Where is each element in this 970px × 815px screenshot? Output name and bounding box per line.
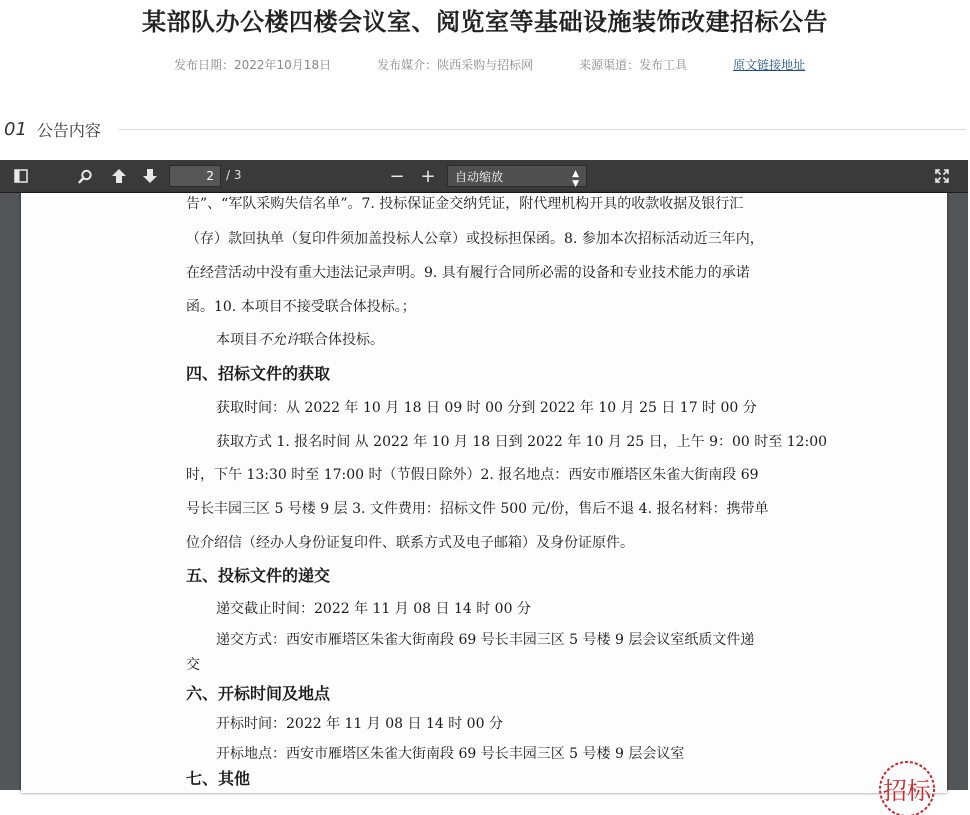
- doc-line: 时，下午 13:30 时至 17:00 时（节假日除外）2. 报名地点：西安市雁塔区朱雀大街南段 69: [186, 467, 759, 483]
- section-header: [4, 116, 966, 142]
- doc-line: 在经营活动中没有重大违法记录声明。9. 具有履行合同所必需的设备和专业技术能力的承诺: [186, 265, 750, 281]
- fullscreen-button[interactable]: [929, 160, 955, 192]
- doc-text: 本项目: [216, 332, 258, 348]
- doc-line: [216, 329, 384, 349]
- doc-line: 告”、“军队采购失信名单”。7. 投标保证金交纳凭证，附代理机构开具的收款收据及银行汇: [186, 196, 744, 212]
- zoom-out-button[interactable]: −: [389, 165, 405, 187]
- pdf-toolbar: [0, 160, 968, 193]
- section-label: 公告内容: [36, 120, 101, 140]
- doc-text-italic: 不允许: [258, 332, 300, 348]
- search-button[interactable]: [72, 160, 98, 192]
- doc-heading: 五、投标文件的递交: [186, 566, 331, 585]
- chevron-down-icon: ▲ ▼: [572, 169, 579, 189]
- doc-heading: 四、招标文件的获取: [186, 364, 331, 383]
- zoom-in-button[interactable]: +: [420, 165, 436, 187]
- meta-row: [174, 56, 805, 73]
- doc-text: 联合体投标。: [300, 332, 384, 348]
- sidebar-toggle-button[interactable]: [8, 160, 34, 192]
- doc-line: 开标地点：西安市雁塔区朱雀大街南段 69 号长丰园三区 5 号楼 9 层会议室: [216, 746, 685, 762]
- page-number-input[interactable]: [169, 165, 221, 187]
- page-title: 某部队办公楼四楼会议室、阅览室等基础设施装饰改建招标公告: [142, 8, 828, 36]
- doc-line: 函。10. 本项目不接受联合体投标。；: [186, 299, 416, 315]
- previous-page-button[interactable]: [106, 160, 132, 192]
- doc-line: 位介绍信（经办人身份证复印件、联系方式及电子邮箱）及身份证原件。: [186, 535, 634, 551]
- pdf-page: [21, 193, 947, 805]
- sidebar-toggle-icon: [14, 169, 28, 183]
- seal-text: 招标: [883, 777, 931, 805]
- doc-line: 交: [186, 657, 200, 673]
- doc-line: 获取时间：从 2022 年 10 月 18 日 09 时 00 分到 2022 年 10 月 25 日 17 时 00 分: [216, 400, 757, 416]
- arrow-up-icon: [111, 168, 127, 184]
- original-link[interactable]: 原文链接地址: [733, 58, 806, 72]
- source-channel: 来源渠道：发布工具: [579, 58, 688, 72]
- page-total: / 3: [226, 168, 242, 182]
- publish-media: 发布媒介：陕西采购与招标网: [377, 58, 534, 72]
- doc-line: 获取方式 1. 报名时间 从 2022 年 10 月 18 日到 2022 年 10 月 25 日，上午 9：00 时至 12:00: [216, 434, 828, 450]
- fullscreen-icon: [935, 169, 949, 183]
- section-number: 01: [4, 118, 27, 140]
- doc-line: 递交方式：西安市雁塔区朱雀大街南段 69 号长丰园三区 5 号楼 9 层会议室纸质文件递: [216, 632, 755, 648]
- search-icon: [78, 169, 93, 184]
- doc-line: 号长丰园三区 5 号楼 9 层 3. 文件费用：招标文件 500 元/份，售后不退 4. 报名材料：携带单: [186, 501, 769, 517]
- doc-heading: 七、其他: [186, 769, 251, 788]
- zoom-value: 自动缩放: [455, 169, 504, 184]
- seal-stamp: [877, 755, 937, 815]
- zoom-select[interactable]: [447, 165, 587, 187]
- doc-line: 递交截止时间：2022 年 11 月 08 日 14 时 00 分: [216, 601, 531, 617]
- doc-line: （存）款回执单（复印件须加盖投标人公章）或投标担保函。8. 参加本次招标活动近三年内，: [186, 231, 764, 247]
- pdf-viewer[interactable]: [0, 160, 968, 805]
- publish-date: 发布日期：2022年10月18日: [174, 58, 332, 72]
- next-page-button[interactable]: [137, 160, 163, 192]
- arrow-down-icon: [142, 168, 158, 184]
- doc-line: 开标时间：2022 年 11 月 08 日 14 时 00 分: [216, 716, 503, 732]
- section-divider: [119, 129, 966, 130]
- doc-heading: 六、开标时间及地点: [186, 684, 331, 703]
